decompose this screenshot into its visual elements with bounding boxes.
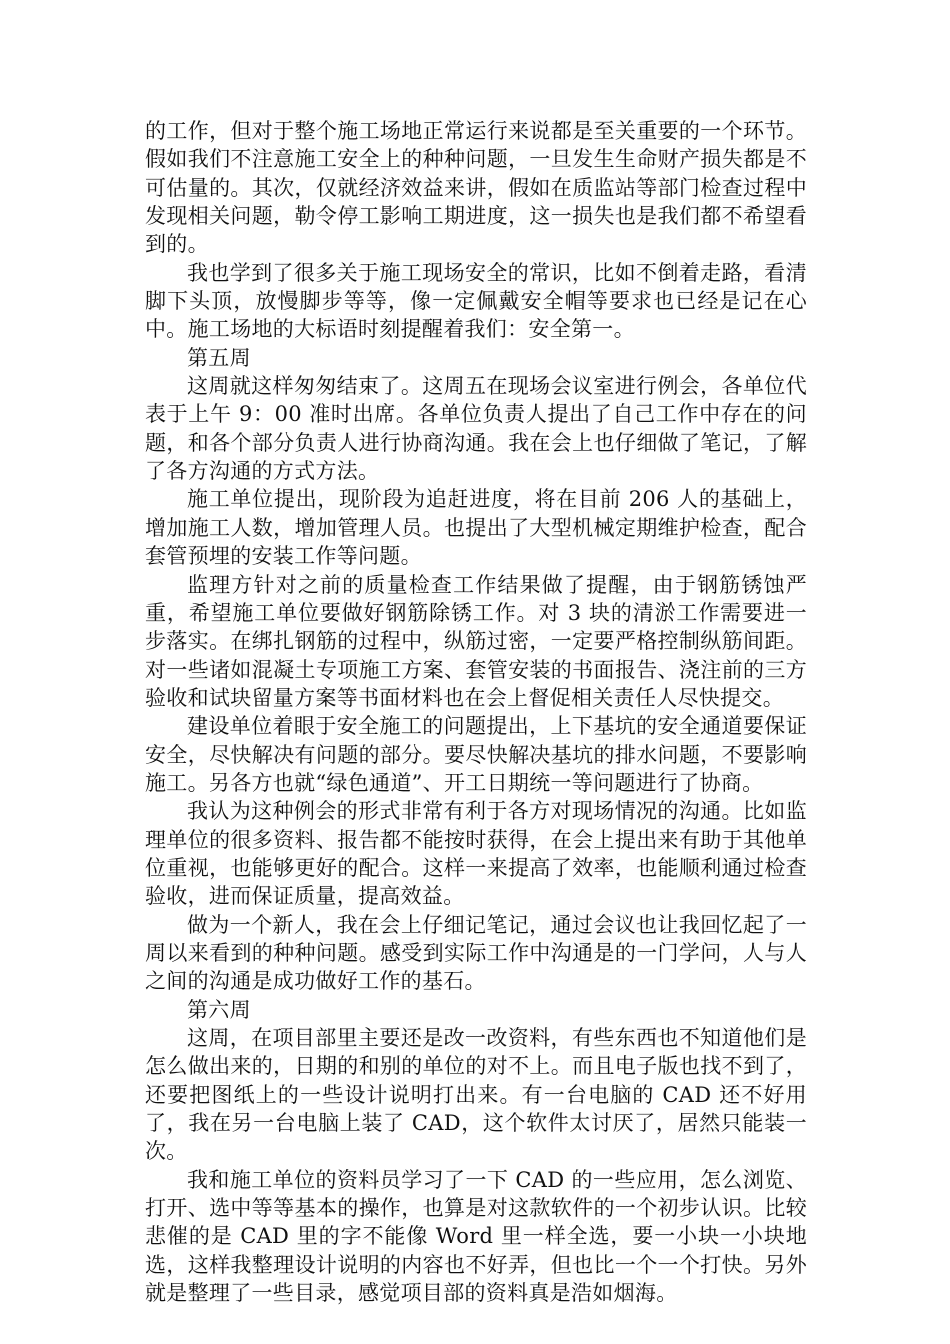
paragraph-safety-knowledge: 我也学到了很多关于施工现场安全的常识，比如不倒着走路，看清脚下头顶，放慢脚步等等，像一定佩戴安全帽等要求也已经是记在心中。施工场地的大标语时刻提醒着我们：安全第一。 xyxy=(145,260,807,342)
paragraph-owner-unit: 建设单位着眼于安全施工的问题提出，上下基坑的安全通道要保证安全，尽快解决有问题的部分。要尽快解决基坑的排水问题，不要影响施工。另各方也就“绿色通道”、开工日期统一等问题进行了协商。 xyxy=(145,714,807,795)
paragraph-cad-learning: 我和施工单位的资料员学习了一下 CAD 的一些应用，怎么浏览、打开、选中等等基本的操作，也算是对这款软件的一个初步认识。比较悲催的是 CAD 里的字不能像 Word 里一样全选，要一小块一小块地选，这样我整理设计说明的内容也不好弄，但也比一个一个打快。另外就是整理了一些目录，感觉项目部的资料真是浩如烟海。 xyxy=(145,1167,807,1306)
paragraph-supervision: 监理方针对之前的质量检查工作结果做了提醒，由于钢筋锈蚀严重，希望施工单位要做好钢筋除锈工作。对 3 块的清淤工作需要进一步落实。在绑扎钢筋的过程中，纵筋过密，一定要严格控制纵筋间距。对一些诸如混凝土专项施工方案、套管安装的书面报告、浇注前的三方验收和试块留量方案等书面材料也在会上督促相关责任人尽快提交。 xyxy=(145,572,807,710)
paragraph-continuation: 的工作，但对于整个施工场地正常运行来说都是至关重要的一个环节。假如我们不注意施工安全上的种种问题，一旦发生生命财产损失都是不可估量的。其次，仅就经济效益来讲，假如在质监站等部门检查过程中发现相关问题，勒令停工影响工期进度，这一损失也是我们都不希望看到的。 xyxy=(145,119,807,257)
paragraph-newcomer-reflection: 做为一个新人，我在会上仔细记笔记，通过会议也让我回忆起了一周以来看到的种种问题。感受到实际工作中沟通是的一门学问，人与人之间的沟通是成功做好工作的基石。 xyxy=(145,912,807,994)
paragraph-construction-unit: 施工单位提出，现阶段为追赶进度，将在目前 206 人的基础上，增加施工人数，增加管理人员。也提出了大型机械定期维护检查，配合套管预埋的安装工作等问题。 xyxy=(145,487,807,569)
paragraph-week5-meeting: 这周就这样匆匆结束了。这周五在现场会议室进行例会，各单位代表于上午 9：00 准时出席。各单位负责人提出了自己工作中存在的问题，和各个部分负责人进行协商沟通。我在会上也仔细做了笔记，了解了各方沟通的方式方法。 xyxy=(145,374,807,484)
paragraph-week6-documents: 这周，在项目部里主要还是改一改资料，有些东西也不知道他们是怎么做出来的，日期的和别的单位的对不上。而且电子版也找不到了，还要把图纸上的一些设计说明打出来。有一台电脑的 CAD 还不好用了，我在另一台电脑上装了 CAD，这个软件太讨厌了，居然只能装一次。 xyxy=(145,1026,807,1164)
section-heading-week-5: 第五周 xyxy=(187,345,251,370)
document-body xyxy=(145,117,807,1307)
section-heading-week-6: 第六周 xyxy=(187,997,251,1022)
paragraph-meeting-opinion: 我认为这种例会的形式非常有利于各方对现场情况的沟通。比如监理单位的很多资料、报告都不能按时获得，在会上提出来有助于其他单位重视，也能够更好的配合。这样一来提高了效率，也能顺利通过检查验收，进而保证质量，提高效益。 xyxy=(145,799,807,909)
